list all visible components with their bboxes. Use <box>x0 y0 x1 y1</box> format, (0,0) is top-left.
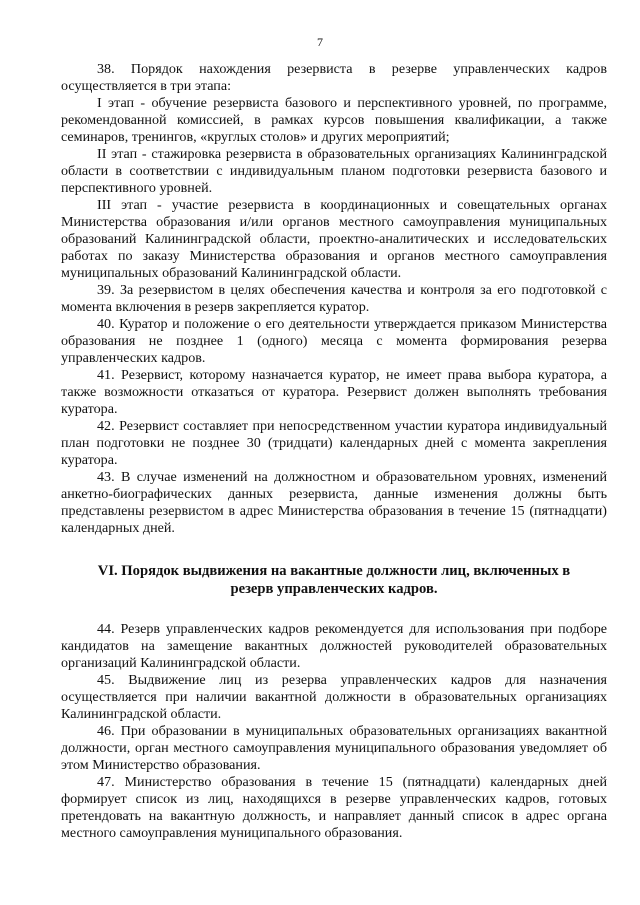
paragraph-38: 38. Порядок нахождения резервиста в резерве управленческих кадров осуществляется в три этапа: <box>61 61 607 94</box>
paragraph-43: 43. В случае изменений на должностном и образовательном уровнях, изменений анкетно-биографических данных резервиста, данные изменения должны быть представлены резервистом в адрес Министерства образования в течение 15 (пятнадцати) календарных дней. <box>61 469 607 536</box>
section-heading <box>61 562 607 598</box>
stage-three-paragraph: III этап - участие резервиста в координационных и совещательных органах Министерства образования и/или органов местного самоуправления муниципальных образований Калининградской области, проектно-аналитических и исследовательских работах по заказу Министерства образования и органов местного самоуправления муниципальных образований Калининградской области. <box>61 197 607 281</box>
stage-one-paragraph: I этап - обучение резервиста базового и перспективного уровней, по программе, рекомендованной комиссией, в рамках курсов повышения квалификации, а также семинаров, тренингов, «круглых столов» и других мероприятий; <box>61 95 607 145</box>
paragraph-47: 47. Министерство образования в течение 15 (пятнадцати) календарных дней формирует список из лиц, находящихся в резерве управленческих кадров, готовых претендовать на вакантную должность, и направляет данный список в адрес органа местного самоуправления муниципального образования. <box>61 774 607 841</box>
section-heading-line-2: резерв управленческих кадров. <box>230 581 438 597</box>
document-body <box>61 61 607 842</box>
section-heading-line-1: VI. Порядок выдвижения на вакантные должности лиц, включенных в <box>97 563 571 579</box>
stage-two-paragraph: II этап - стажировка резервиста в образовательных организациях Калининградской области в соответствии с индивидуальным планом подготовки резервиста базового и перспективного уровней. <box>61 146 607 196</box>
paragraph-41: 41. Резервист, которому назначается куратор, не имеет права выбора куратора, а также возможности отказаться от куратора. Резервист должен выполнять требования куратора. <box>61 367 607 417</box>
paragraph-45: 45. Выдвижение лиц из резерва управленческих кадров для назначения осуществляется при наличии вакантной должности в образовательных организациях Калининградской области. <box>61 672 607 722</box>
paragraph-40: 40. Куратор и положение о его деятельности утверждается приказом Министерства образования не позднее 1 (одного) месяца с момента формирования резерва управленческих кадров. <box>61 316 607 366</box>
paragraph-44: 44. Резерв управленческих кадров рекомендуется для использования при подборе кандидатов на замещение вакантных должностей руководителей образовательных организаций Калининградской области. <box>61 621 607 671</box>
page-number: 7 <box>317 35 323 49</box>
paragraph-42: 42. Резервист составляет при непосредственном участии куратора индивидуальный план подготовки не позднее 30 (тридцати) календарных дней с момента закрепления куратора. <box>61 418 607 468</box>
paragraph-39: 39. За резервистом в целях обеспечения качества и контроля за его подготовкой с момента включения в резерв закрепляется куратор. <box>61 282 607 315</box>
paragraph-46: 46. При образовании в муниципальных образовательных организациях вакантной должности, орган местного самоуправления муниципального образования уведомляет об этом Министерство образования. <box>61 723 607 773</box>
